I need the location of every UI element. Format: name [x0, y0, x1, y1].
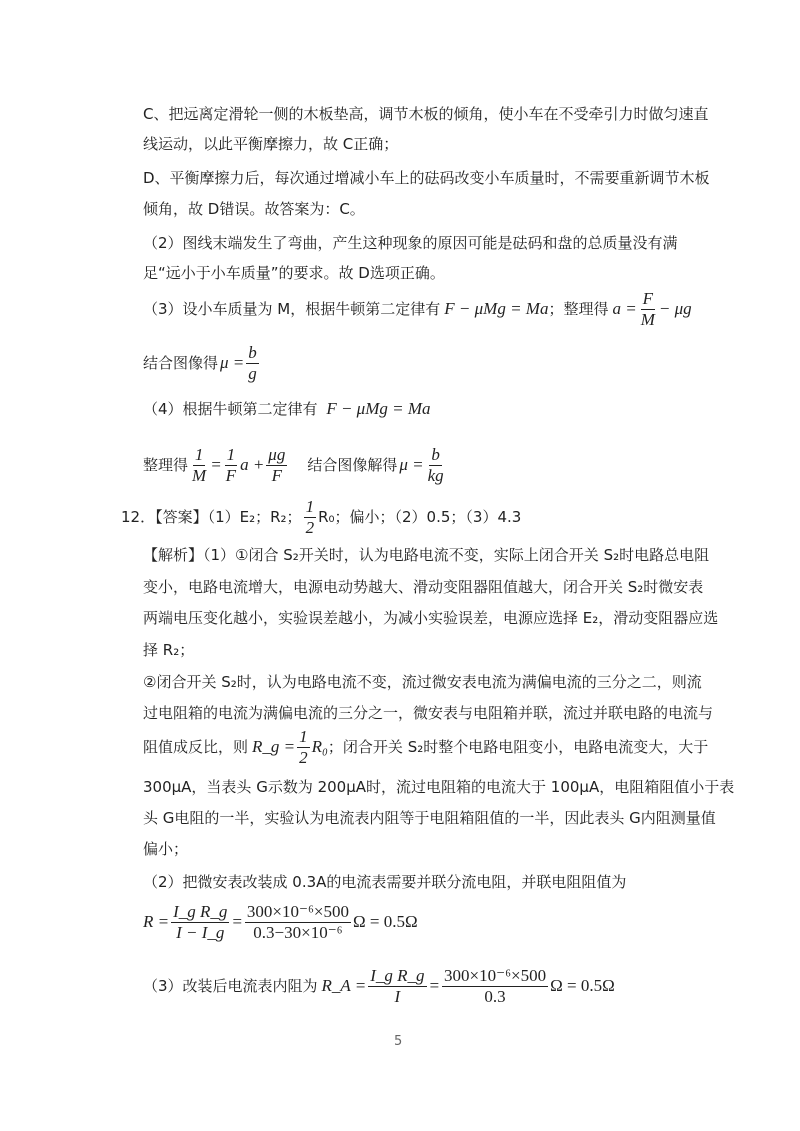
- numerator: F: [642, 288, 653, 308]
- equation-lhs: R =: [143, 912, 170, 931]
- equation-tail: Ω = 0.5Ω: [550, 976, 615, 995]
- equation-line: [143, 897, 418, 947]
- numerator: I_g R_g: [370, 965, 425, 985]
- text-span: 整理得: [143, 456, 189, 474]
- equation-tail: − μg: [658, 299, 692, 318]
- numerator: 1: [305, 496, 315, 516]
- equals-sign: =: [428, 976, 441, 995]
- fraction: [190, 445, 208, 486]
- denominator: F: [225, 465, 237, 485]
- equals-sign: =: [210, 455, 222, 474]
- text-line: 偏小；: [143, 840, 189, 858]
- equation-mid: a +: [240, 455, 265, 474]
- text-span: ；整理得: [548, 300, 609, 318]
- text-span: R₀；偏小；（2）0.5；（3）4.3: [318, 508, 522, 526]
- numerator: 1: [194, 444, 204, 464]
- fraction: [368, 966, 426, 1007]
- fraction: [224, 445, 238, 486]
- text-line: D、平衡摩擦力后，每次通过增减小车上的砝码改变小车质量时，不需要重新调节木板: [143, 169, 710, 187]
- denominator: 2: [299, 747, 308, 767]
- answer-line: [121, 494, 521, 540]
- fraction: [639, 289, 657, 330]
- text-line: （2）把微安表改装成 0.3A的电流表需要并联分流电阻，并联电阻阻值为: [143, 873, 627, 891]
- equation-line: [143, 399, 431, 419]
- text-line: 两端电压变化越小，实验误差越小，为减小实验误差，电源应选择 E₂，滑动变阻器应选: [143, 609, 719, 627]
- fraction: [266, 445, 287, 486]
- equals-sign: =: [231, 912, 243, 931]
- text-span: 12．【答案】（1）E₂；R₂；: [121, 508, 302, 526]
- fraction: [297, 727, 310, 768]
- fraction: [246, 343, 259, 384]
- denominator: 0.3: [484, 986, 506, 1006]
- text-line: 300μA，当表头 G示数为 200μA时，流过电阻箱的电流大于 100μA，电阻箱阻值小于表: [143, 778, 735, 796]
- text-span: （4）根据牛顿第二定律有: [143, 400, 318, 418]
- denominator: g: [248, 363, 257, 383]
- equation: F − μMg = Ma: [326, 399, 431, 418]
- denominator: I: [394, 986, 401, 1006]
- equation-line: [143, 961, 615, 1011]
- page-number: 5: [394, 1034, 403, 1049]
- text-line: 过电阻箱的电流为满偏电流的三分之一，微安表与电阻箱并联，流过并联电路的电流与: [143, 704, 714, 722]
- fraction: [245, 902, 351, 943]
- text-line: 择 R₂；: [143, 641, 195, 659]
- equation-lhs: a =: [612, 299, 637, 318]
- text-line: 线运动，以此平衡摩擦力，故 C正确；: [143, 135, 399, 153]
- equation-line: [143, 442, 448, 488]
- denominator: 2: [305, 517, 315, 537]
- equation-lhs: R_g =: [252, 737, 296, 756]
- fraction: [426, 445, 446, 486]
- numerator: 300×10⁻⁶×500: [246, 901, 349, 921]
- numerator: 300×10⁻⁶×500: [444, 965, 547, 985]
- numerator: μg: [268, 444, 286, 464]
- text-line: C、把远离定滑轮一侧的木板垫高，调节木板的倾角，使小车在不受牵引力时做匀速直: [143, 105, 709, 123]
- text-span: 结合图像得: [143, 354, 219, 372]
- equation: F − μMg = Ma: [444, 299, 549, 318]
- denominator: I − I_g: [176, 922, 225, 942]
- equation-line: [143, 340, 261, 386]
- text-line: 足“远小于小车质量”的要求。故 D选项正确。: [143, 264, 445, 282]
- numerator: I_g R_g: [173, 901, 228, 921]
- text-span: ；闭合开关 S₂时整个电路电阻变小，电路电流变大，大于: [327, 738, 709, 756]
- text-line: ②闭合开关 S₂时，认为电路电流不变，流过微安表电流为满偏电流的三分之二，则流: [143, 673, 702, 691]
- text-line: （2）图线末端发生了弯曲，产生这种现象的原因可能是砝码和盘的总质量没有满: [143, 234, 678, 252]
- equation-tail: R₀: [311, 737, 328, 756]
- fraction: [171, 902, 229, 943]
- equation-line: [143, 724, 708, 770]
- text-line: 变小，电路电流增大，电源电动势越大、滑动变阻器阻值越大，闭合开关 S₂时微安表: [143, 578, 704, 596]
- fraction: [304, 497, 317, 538]
- equation-tail: Ω = 0.5Ω: [352, 912, 418, 931]
- numerator: 1: [299, 726, 308, 746]
- text-span: （3）设小车质量为 M，根据牛顿第二定律有: [143, 300, 441, 318]
- text-span: （3）改装后电流表内阻为: [143, 977, 318, 995]
- fraction: [442, 966, 548, 1007]
- text-line: 倾角，故 D错误。故答案为：C。: [143, 200, 365, 218]
- text-line: 【解析】（1）①闭合 S₂开关时，认为电路电流不变，实际上闭合开关 S₂时电路总电阻: [143, 546, 710, 564]
- numerator: 1: [226, 444, 236, 464]
- text-span: 结合图像解得: [307, 456, 398, 474]
- denominator: 0.3−30×10⁻⁶: [253, 922, 343, 942]
- equation-lhs: μ =: [399, 455, 424, 474]
- denominator: kg: [427, 465, 444, 485]
- equation-line: [143, 286, 692, 332]
- denominator: M: [192, 465, 207, 485]
- text-line: 头 G电阻的一半，实验认为电流表内阻等于电阻箱阻值的一半，因此表头 G内阻测量值: [143, 809, 716, 827]
- denominator: M: [640, 309, 655, 329]
- numerator: b: [248, 342, 257, 362]
- denominator: F: [271, 465, 283, 485]
- equation-lhs: R_A =: [321, 976, 367, 995]
- text-span: 阻值成反比，则: [143, 738, 249, 756]
- equation-lhs: μ =: [220, 353, 245, 372]
- numerator: b: [431, 444, 440, 464]
